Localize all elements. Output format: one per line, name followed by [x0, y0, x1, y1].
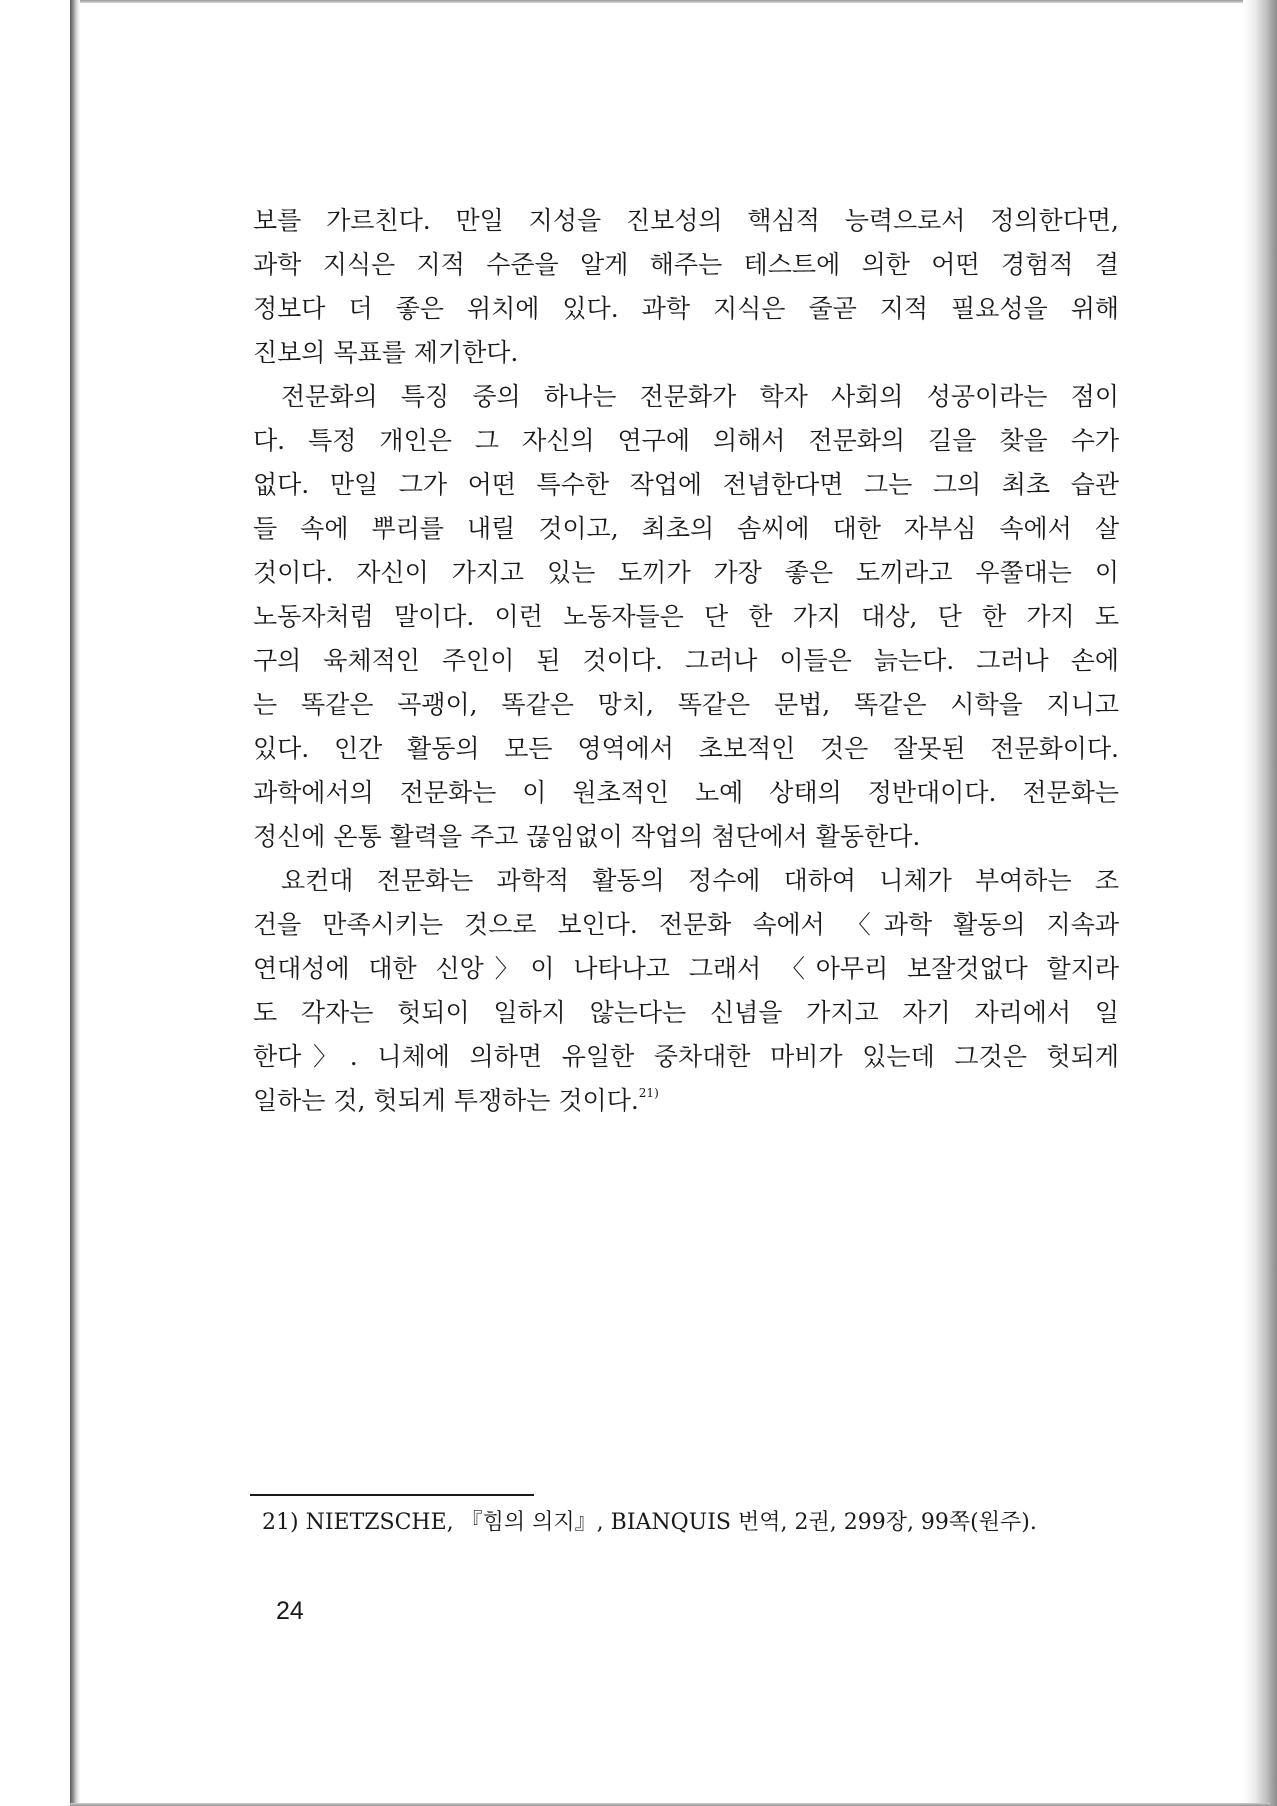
text-line: 과학에서의 전문화는 이 원초적인 노예 상태의 정반대이다. 전문화는 [253, 778, 1119, 807]
text-line: 노동자처럼 말이다. 이런 노동자들은 단 한 가지 대상, 단 한 가지 도 [253, 602, 1119, 631]
page-number: 24 [276, 1597, 304, 1625]
text-line: 정보다 더 좋은 위치에 있다. 과학 지식은 줄곧 지적 필요성을 위해 [253, 294, 1119, 323]
book-spine-shadow [70, 0, 80, 1806]
footnote-reference[interactable]: 21) [638, 1086, 659, 1100]
text-line: 진보의 목표를 제기한다. [253, 338, 519, 367]
text-line: 보를 가르친다. 만일 지성을 진보성의 핵심적 능력으로서 정의한다면, [253, 206, 1119, 235]
paragraph-start-line: 요컨대 전문화는 과학적 활동의 정수에 대하여 니체가 부여하는 조 [281, 866, 1119, 895]
text-line: 한다〉. 니체에 의하면 유일한 중차대한 마비가 있는데 그것은 헛되게 [253, 1042, 1119, 1071]
text-line: 정신에 온통 활력을 주고 끊임없이 작업의 첨단에서 활동한다. [253, 822, 921, 851]
text-line-with-footnote [253, 1079, 1119, 1123]
text-line: 도 각자는 헛되이 일하지 않는다는 신념을 가지고 자기 자리에서 일 [253, 998, 1119, 1027]
text-line: 다. 특정 개인은 그 자신의 연구에 의해서 전문화의 길을 찾을 수가 [253, 426, 1119, 455]
text-line: 것이다. 자신이 가지고 있는 도끼가 가장 좋은 도끼라고 우쭐대는 이 [253, 558, 1119, 587]
text-line: 없다. 만일 그가 어떤 특수한 작업에 전념한다면 그는 그의 최초 습관 [253, 470, 1119, 499]
text-line: 들 속에 뿌리를 내릴 것이고, 최초의 솜씨에 대한 자부심 속에서 살 [253, 514, 1119, 543]
paragraph-start-line: 전문화의 특징 중의 하나는 전문화가 학자 사회의 성공이라는 점이 [281, 382, 1119, 411]
body-text [253, 199, 1119, 1123]
page-right-shadow [1243, 0, 1277, 1806]
text-line: 있다. 인간 활동의 모든 영역에서 초보적인 것은 잘못된 전문화이다. [253, 734, 1119, 763]
text-line: 건을 만족시키는 것으로 보인다. 전문화 속에서 〈과학 활동의 지속과 [253, 910, 1119, 939]
text-line: 구의 육체적인 주인이 된 것이다. 그러나 이들은 늙는다. 그러나 손에 [253, 646, 1119, 675]
page-top-edge [70, 0, 1260, 3]
text-line: 연대성에 대한 신앙〉이 나타나고 그래서 〈아무리 보잘것없다 할지라 [253, 954, 1119, 983]
text-line: 과학 지식은 지적 수준을 알게 해주는 테스트에 의한 어떤 경험적 결 [253, 250, 1119, 279]
footnote: 21) NIETZSCHE, 『힘의 의지』, BIANQUIS 번역, 2권, 299장, 99쪽(원주). [262, 1510, 1037, 1535]
text-line: 는 똑같은 곡괭이, 똑같은 망치, 똑같은 문법, 똑같은 시학을 지니고 [253, 690, 1119, 719]
text-line: 일하는 것, 헛되게 투쟁하는 것이다. [253, 1086, 639, 1115]
footnote-divider [250, 1494, 534, 1496]
